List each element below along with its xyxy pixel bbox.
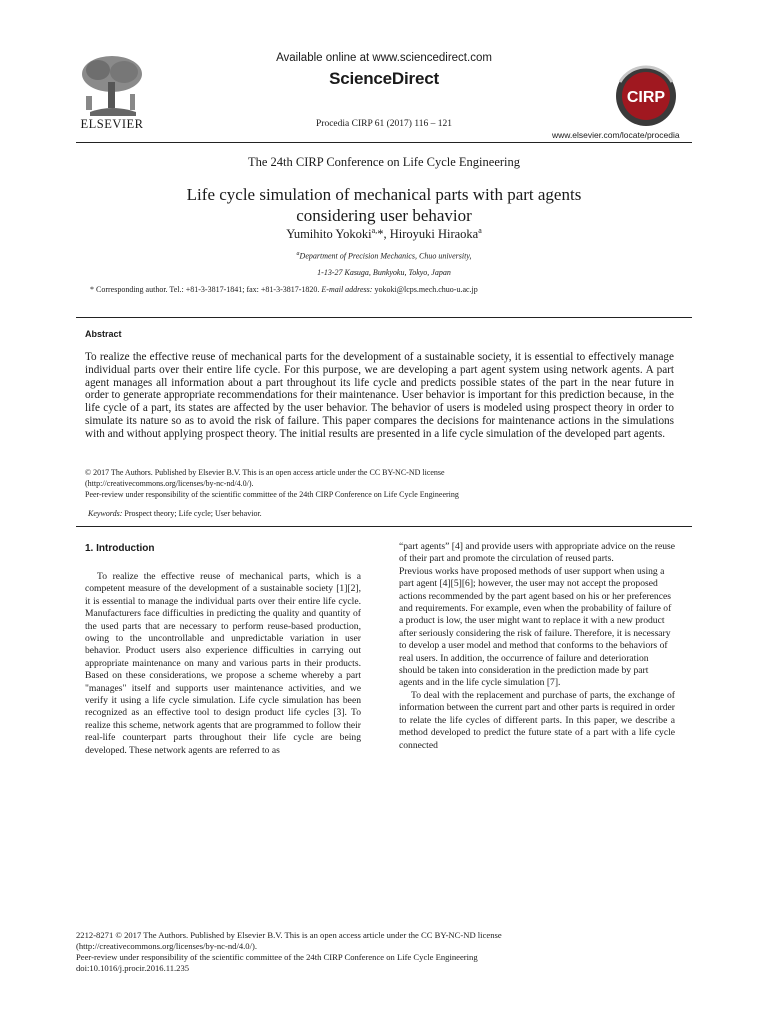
svg-text:CIRP: CIRP [626, 89, 666, 106]
abstract-text: To realize the effective reuse of mechanical parts for the development of a sustainable society, it is essential to effectively manage individual parts over their entire life cycle. For this purpose, we are developing a part agent system using network agents. A part agent manages all information about a part throughout its life cycle and predicts possible states of the part in the near future in order to generate appropriate recommendations for their maintenance. User behavior is important for this prediction because, in the life cycle of a part, its states are affected by the user behavior. The behavior of users is modeled using prospect theory in order to simulate its nature so as to avoid the risk of failure. This paper compares the decisions for maintenance actions in the simulations with and without applying prospect theory. The initial results are presented in a life cycle simulation of the developed part agents. [85, 351, 674, 440]
affiliation-mark: a [296, 251, 300, 257]
keywords-label: Keywords: [88, 509, 123, 518]
journal-citation: Procedia CIRP 61 (2017) 116 – 121 [316, 119, 452, 129]
email-address[interactable]: yokoki@lcps.mech.chuo-u.ac.jp [372, 285, 478, 294]
cirp-logo [606, 64, 686, 128]
author-1-affil: a, [371, 226, 378, 235]
corresponding-contact: * Corresponding author. Tel.: +81-3-3817-1841; fax: +81-3-3817-1820. [90, 285, 322, 294]
journal-url[interactable]: www.elsevier.com/locate/procedia [552, 130, 680, 140]
author-2: *, Hiroyuki Hiraoka [377, 227, 479, 242]
author-1: Yumihito Yokoki [286, 227, 372, 242]
author-list [0, 226, 768, 242]
abstract-peer-review: Peer-review under responsibility of the scientific committee of the 24th CIRP Conference on Life Cycle Engineering [85, 490, 459, 499]
paragraph: “part agents” [4] and provide users with appropriate advice on the reuse of their part and promote the circulation of reused parts. [399, 541, 675, 565]
abstract-bottom-rule [76, 526, 692, 527]
paragraph: To deal with the replacement and purchase of parts, the exchange of information between the current part and other parts is required in order to relate the life cycles of different parts. In this paper, we describe a method developed to predict the future state of a part with a life cycle connected [399, 689, 675, 751]
paragraph: Previous works have proposed methods of user support when using a part agent [4][5][6]; however, the user may not accept the proposed actions recommended by the part agent based on his or her preferences and requirements. For example, even when the probability of failure of a product is low, the user might want to replace it with a new product after seriously considering the risk of failure. Therefore, it is necessary to develop a user model and method that conforms to the behaviors of real users. In addition, the occurrence of failure and deterioration should be taken into consideration in the prediction made by part agents and in the life cycle simulation [7]. [399, 565, 672, 689]
section-heading: 1. Introduction [85, 543, 155, 554]
keywords-list: Prospect theory; Life cycle; User behavior. [122, 509, 262, 518]
article-title [0, 184, 768, 226]
paragraph: To realize the effective reuse of mechanical parts, which is a competent measure of the development of a sustainable society [1][2], it is essential to manage the individual parts over their entire life cycle. Manufacturers face difficulties in predicting the quality and quantity of the used parts that are necessary to perform reuse-based production, owing to the uncontrollable and unpredictable variation in user behavior. Product users also experience difficulties in carrying out appropriate maintenance on many and various parts in their products. Based on these considerations, we propose a scheme whereby a part "manages" itself and supports user maintenance activities, and we verify it using a life cycle simulation. Life cycle simulation has been recognized as an effective tool to design product life cycles [3]. To realize this scheme, network agents that are programmed to follow their real-life counterpart parts throughout their life cycle are being developed. These network agents are referred to as [85, 571, 361, 756]
abstract-top-rule [76, 317, 692, 318]
header-rule [76, 142, 692, 143]
abstract-license-link[interactable]: (http://creativecommons.org/licenses/by-nc-nd/4.0/). [85, 479, 254, 488]
affiliation-line-1 [0, 251, 768, 261]
conference-name: The 24th CIRP Conference on Life Cycle Engineering [247, 155, 521, 169]
footer [76, 930, 502, 974]
sciencedirect-wordmark: ScienceDirect [329, 69, 439, 88]
email-label: E-mail address: [321, 285, 373, 294]
abstract-heading: Abstract [85, 329, 122, 339]
footer-license-link[interactable]: (http://creativecommons.org/licenses/by-nc-nd/4.0/). [76, 941, 257, 951]
title-line-2: considering user behavior [296, 206, 472, 225]
left-column [85, 571, 361, 757]
availability-line[interactable]: Available online at www.sciencedirect.com [276, 52, 492, 64]
title-line-1: Life cycle simulation of mechanical parts with part agents [186, 185, 582, 204]
abstract-copyright-1: © 2017 The Authors. Published by Elsevier B.V. This is an open access article under the CC BY-NC-ND license [85, 468, 445, 477]
publisher-name: ELSEVIER [80, 117, 144, 131]
footer-copyright: 2212-8271 © 2017 The Authors. Published by Elsevier B.V. This is an open access article under the CC BY-NC-ND license [76, 930, 502, 940]
author-2-affil: a [478, 226, 482, 235]
affiliation-line-2: 1-13-27 Kasuga, Bunkyoku, Tokyo, Japan [317, 268, 451, 277]
keywords [88, 509, 262, 518]
footer-peer-review: Peer-review under responsibility of the scientific committee of the 24th CIRP Conference on Life Cycle Engineering [76, 952, 478, 962]
corresponding-author [90, 285, 478, 294]
right-column [399, 541, 675, 752]
affiliation-dept: Department of Precision Mechanics, Chuo university, [299, 251, 472, 261]
footer-doi[interactable]: doi:10.1016/j.procir.2016.11.235 [76, 963, 190, 973]
